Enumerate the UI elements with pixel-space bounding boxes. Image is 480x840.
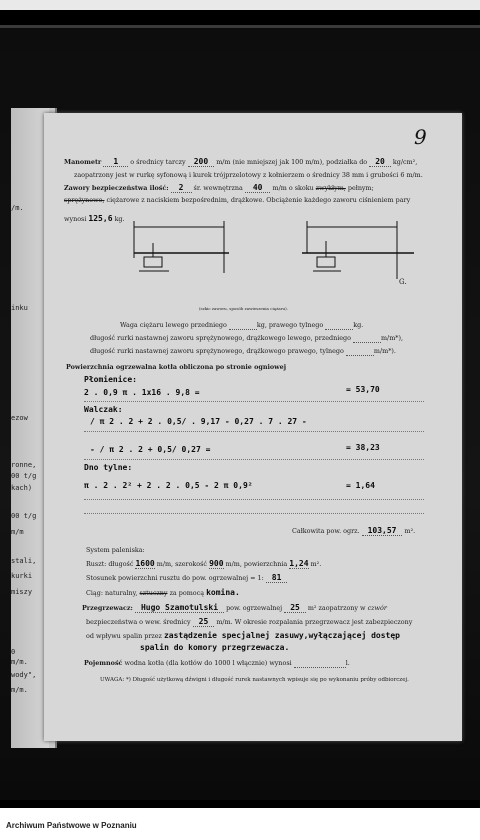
zawory-text-1: śr. wewnętrzna (193, 184, 243, 192)
plomienice-expression: 2 . 0,9 π . 1x16 . 9,8 = (84, 388, 200, 397)
waga-line-2-text: długość rurki nastawnej zaworu sprężynowego, drążkowego lewego, przedniego (90, 334, 351, 342)
left-fragment: m/m. (11, 686, 28, 694)
zawory-text-3: pełnym; (347, 184, 374, 192)
zawory-text-2: m/m o skoku (272, 184, 314, 192)
ciag-text: za pomocą (169, 589, 205, 597)
powierzchnia-title: Powierzchnia ogrzewalna kotła obliczona po stronie ogniowej (66, 363, 287, 371)
waga-line-2 (90, 334, 403, 342)
waga-line-3-unit: m/m*). (373, 347, 396, 355)
pojemnosc-unit: l. (345, 659, 350, 667)
dno-expression: π . 2 . 2² + 2 . 2 . 0,5 - 2 π 0,9² (84, 481, 253, 490)
left-fragment: m/m. (11, 658, 28, 666)
diagram-g-label: G. (399, 278, 407, 286)
zawory-line-2 (64, 196, 410, 204)
manometr-text-3: kg/cm², (392, 158, 418, 166)
total-line (292, 526, 415, 535)
ruszt-label: Ruszt: długość (86, 560, 134, 568)
stosunek-label: Stosunek powierzchni rusztu do pow. ogrzewalnej = 1: (86, 574, 264, 582)
przegrzewacz-label: Przegrzewacz: (82, 604, 133, 612)
waga-text-2: kg, prawego tylnego (256, 321, 324, 329)
przegrzewacz-text-2: m² zaopatrzony w (307, 604, 366, 612)
ciag-struck: sztuczny (139, 589, 168, 597)
zawory-struck-1: zwykłym, (315, 184, 346, 192)
left-fragment: 00 t/g (11, 512, 37, 520)
ruszt-area: 1,24 (289, 559, 309, 568)
ruszt-width: 900 (209, 559, 224, 568)
left-fragment: kurki (11, 572, 33, 580)
valve-diagram-left (104, 213, 234, 283)
pojemnosc-label: Pojemność (84, 659, 123, 667)
manometr-label: Manometr (64, 158, 102, 166)
total-unit: m². (404, 527, 416, 535)
przegrzewacz-line-3 (86, 631, 400, 640)
ruszt-text-2: m/m, powierzchnia (225, 560, 288, 568)
left-fragment: ezow (11, 414, 28, 422)
wynosi-value: 125,6 (88, 214, 113, 223)
left-fragment: m/m (11, 528, 24, 536)
zawory-diameter: 40 (245, 183, 271, 193)
wynosi-unit: kg. (114, 215, 125, 223)
valve-diagram-right (299, 213, 429, 293)
przegrzewacz-system: Hugo Szamotulski (135, 603, 224, 613)
left-fragment: 0 (11, 648, 16, 656)
ciag-line (86, 588, 240, 597)
waga-line-3-text: długość rurki nastawnej zaworu sprężynowego, drążkowego prawego, tylnego (90, 347, 344, 355)
przegrzewacz-line-2b: m/m. W okresie rozpalania przegrzewacz jest zabezpieczony (216, 618, 413, 626)
waga-blank-4 (346, 347, 374, 356)
ruszt-unit: m². (310, 560, 322, 568)
system-label: System paleniska: (86, 546, 145, 554)
stosunek-line (86, 573, 287, 582)
przegrzewacz-area: 25 (284, 603, 306, 613)
left-fragment: /m. (11, 204, 24, 212)
rule-line (84, 401, 424, 402)
waga-line-3 (90, 347, 396, 355)
waga-line-2-unit: m/m*), (381, 334, 403, 342)
waga-blank-1 (229, 321, 257, 330)
dno-label: Dno tylne: (84, 463, 133, 472)
left-fragment: ronne, (11, 461, 37, 469)
zawory-struck-2: sprężynowe, (64, 196, 105, 204)
przegrzewacz-typed-2: spalin do komory przegrzewacza. (140, 643, 290, 652)
total-label: Całkowita pow. ogrz. (292, 527, 360, 535)
waga-blank-3 (353, 334, 381, 343)
page-number: 9 (414, 125, 427, 149)
przegrzewacz-line (82, 603, 387, 612)
top-divider (0, 25, 480, 28)
waga-blank-2 (325, 321, 353, 330)
manometr-count: 1 (103, 157, 128, 167)
rule-line (84, 459, 424, 460)
left-fragment: inku (11, 304, 28, 312)
ciag-value: komina. (206, 588, 240, 597)
wynosi-label: wynosi (64, 215, 87, 223)
pojemnosc-text: wodna kotła (dla kotłów do 1000 l włącznie) wynosi (124, 659, 292, 667)
rule-line (84, 499, 424, 500)
rule-line (84, 513, 424, 514)
ruszt-line (86, 559, 321, 568)
dno-value: = 1,64 (346, 481, 375, 490)
plomienice-label: Płomienice: (84, 375, 137, 384)
total-value: 103,57 (362, 526, 403, 536)
plomienice-value: = 53,70 (346, 385, 380, 394)
przegrzewacz-diameter: 25 (193, 617, 215, 627)
top-bar (0, 0, 480, 10)
ciag-label: Ciąg: naturalny, (86, 589, 138, 597)
zawory-line (64, 183, 374, 192)
przegrzewacz-line-2 (86, 617, 412, 626)
zawory-text-4: ciężarowe z naciskiem bezpośrednim, drążkowe. Obciążenie każdego zaworu ciśnieniem pary (106, 196, 411, 204)
przegrzewacz-line-2a: bezpieczeństwa o wew. średnicy (86, 618, 191, 626)
left-fragment: 00 t/g (11, 472, 37, 480)
przegrzewacz-typed-1: zastądzenie specjalnej zasuwy,wyłączającej dostęp (163, 631, 400, 640)
left-fragment: kach) (11, 484, 33, 492)
uwaga-note: UWAGA: *) Długość użytkową dźwigni i długość rurek nastawnych wpisuje się po wykonaniu próby odbiorczej. (100, 677, 409, 683)
waga-text-1: Waga ciężaru lewego przedniego (120, 321, 227, 329)
ruszt-text-1: m/m, szerokość (156, 560, 208, 568)
waga-line (120, 321, 363, 329)
pojemnosc-blank (294, 659, 346, 668)
document-page (44, 113, 462, 741)
waga-text-3: kg. (353, 321, 364, 329)
left-fragment: wody", (11, 671, 37, 679)
stosunek-value: 81 (266, 573, 288, 583)
walczak-label: Walczak: (84, 405, 123, 414)
walczak-expression-2: - / π 2 . 2 + 0,5/ 0,27 = (90, 445, 211, 454)
przegrzewacz-text-3: czwór (367, 604, 387, 612)
walczak-value: = 38,23 (346, 443, 380, 452)
manometr-scale: 20 (369, 157, 391, 167)
pojemnosc-line (84, 659, 350, 667)
przegrzewacz-text-1: pow. ogrzewalnej (226, 604, 283, 612)
manometr-line (64, 157, 417, 166)
left-fragment: miszy (11, 588, 33, 596)
ruszt-length: 1600 (135, 559, 155, 568)
manometr-text-1: o średnicy tarczy (130, 158, 186, 166)
manometr-line-2: zaopatrzony jest w rurkę syfonową i kurek trójprzelotowy z kołnierzem o średnicy 38 mm i grubości 6 m/m. (74, 171, 423, 179)
manometr-diameter: 200 (188, 157, 214, 167)
diagram-caption: (szkic zaworu, sposób zawieszenia ciężaru). (199, 306, 288, 311)
archive-footer-label: Archiwum Państwowe w Poznaniu (6, 821, 137, 830)
rule-line (84, 431, 424, 432)
przegrzewacz-line-3-text: od wpływu spalin przez (86, 632, 162, 640)
left-fragment: stali, (11, 557, 37, 565)
zawory-count: 2 (171, 183, 192, 193)
zawory-label: Zawory bezpieczeństwa ilość: (64, 184, 169, 192)
manometr-text-2: m/m (nie mniejszej jak 100 m/m), podziałka do (216, 158, 368, 166)
walczak-expression-1: / π 2 . 2 + 2 . 0,5/ . 9,17 - 0,27 . 7 . 27 - (90, 417, 307, 426)
